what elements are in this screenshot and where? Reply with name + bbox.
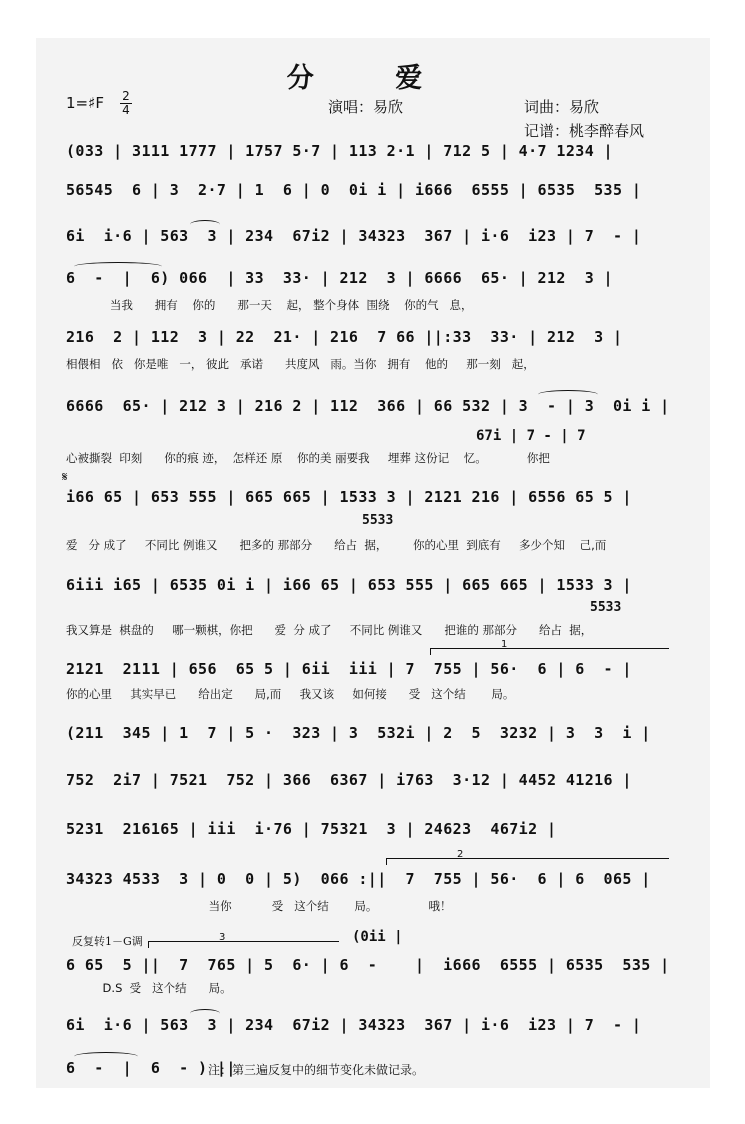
tie-arc	[190, 1009, 220, 1018]
volta-number: 3	[219, 932, 226, 943]
score-line-16: 6 - | 6 - ) ||	[66, 1059, 236, 1077]
alternate-notes: 5533	[590, 600, 622, 615]
lyric-line-14: D.S 受 这个结 局。	[66, 981, 232, 995]
lyric-line-6: 心被撕裂 印刻 你的痕 迹， 怎样还 原 你的美 丽要我 埋葬 这份记 忆。 你把	[66, 451, 550, 465]
singer-credit: 演唱：易欣	[328, 98, 404, 116]
alternate-ending-notes: 67i | 7 - | 7	[476, 428, 586, 444]
score-line-11: 752 2i7 | 7521 752 | 366 6367 | i763 3·12 | 4452 41216 |	[66, 771, 632, 789]
score-line-15: 6i i·6 | 563 3 | 234 67i2 | 34323 367 | i·6 i23 | 7 - |	[66, 1016, 642, 1034]
score-line-2: 56545 6 | 3 2·7 | 1 6 | 0 0i i | i666 6555 | 6535 535 |	[66, 181, 642, 199]
score-line-10: (211 345 | 1 7 | 5 · 323 | 3 532i | 2 5 3232 | 3 3 i |	[66, 724, 651, 742]
score-line-3: 6i i·6 | 563 3 | 234 67i2 | 34323 367 | i·6 i23 | 7 - |	[66, 227, 642, 245]
score-line-1: (033 | 3111 1777 | 1757 5·7 | 113 2·1 | 712 5 | 4·7 1234 |	[66, 142, 613, 160]
meter-top: 2	[122, 89, 130, 103]
score-line-4: 6 - | 6) 066 | 33 33· | 212 3 | 6666 65· | 212 3 |	[66, 269, 613, 287]
alternate-notes: 5533	[362, 513, 394, 528]
lyric-line-5: 相偎相 依 你是唯 一， 彼此 承诺 共度风 雨。当你 拥有 他的 那一刻 起，	[66, 357, 535, 371]
modulation-instruction: 反复转1－G调	[72, 935, 143, 948]
volta-number: 2	[457, 849, 464, 860]
score-line-5: 216 2 | 112 3 | 22 21· | 216 7 66 ||:33 33· | 212 3 |	[66, 328, 623, 346]
lyric-line-13: 当你 受 这个结 局。 哦！	[66, 899, 452, 913]
score-line-7: i66 65 | 653 555 | 665 665 | 1533 3 | 2121 216 | 6556 65 5 |	[66, 488, 632, 506]
score-line-13: 34323 4533 3 | 0 0 | 5) 066 :|| 7 755 | 56· 6 | 6 065 |	[66, 870, 651, 888]
time-signature	[120, 90, 132, 117]
tie-arc	[190, 220, 220, 229]
key-signature: 1=♯F	[66, 94, 104, 112]
volta-bracket	[430, 639, 669, 655]
score-line-14: 6 65 5 || 7 765 | 5 6· | 6 - | i666 6555 | 6535 535 |	[66, 956, 670, 974]
lyricist-composer-credit: 词曲：易欣	[524, 98, 600, 116]
lyric-line-9: 你的心里 其实早已 给出定 局,而 我又该 如何接 受 这个结 局。	[66, 687, 515, 701]
volta-number: 1	[501, 639, 508, 650]
song-title: 分 爱	[286, 63, 459, 94]
lyric-line-8: 我又算是 棋盘的 哪一颗棋，你把 爱 分 成了 不同比 例谁又 把谁的 那部分 给占 据，	[66, 623, 593, 637]
lyric-line-7: 爱 分 成了 不同比 例谁又 把多的 那部分 给占 据， 你的心里 到底有 多少个知 己,而	[66, 538, 607, 552]
score-line-9: 2121 2111 | 656 65 5 | 6ii iii | 7 755 | 56· 6 | 6 - |	[66, 660, 632, 678]
volta-bracket	[148, 932, 339, 948]
meter-bottom: 4	[120, 103, 132, 117]
score-line-12: 5231 216165 | iii i·76 | 75321 3 | 24623 467i2 |	[66, 820, 557, 838]
volta-bracket	[386, 849, 669, 865]
score-line-6: 6666 65· | 212 3 | 216 2 | 112 366 | 66 532 | 3 - | 3 0i i |	[66, 397, 670, 415]
footnote: 注：第三遍反复中的细节变化未做记录。	[208, 1063, 425, 1077]
pickup-notes: (0ii |	[352, 929, 403, 945]
score-line-8: 6iii i65 | 6535 0i i | i66 65 | 653 555 | 665 665 | 1533 3 |	[66, 576, 632, 594]
lyric-line-4: 当我 拥有 你的 那一天 起， 整个身体 围绕 你的气 息，	[66, 298, 473, 312]
segno-sign: 𝄋	[62, 470, 68, 485]
transcriber-credit: 记谱：桃李醉春风	[524, 122, 645, 140]
